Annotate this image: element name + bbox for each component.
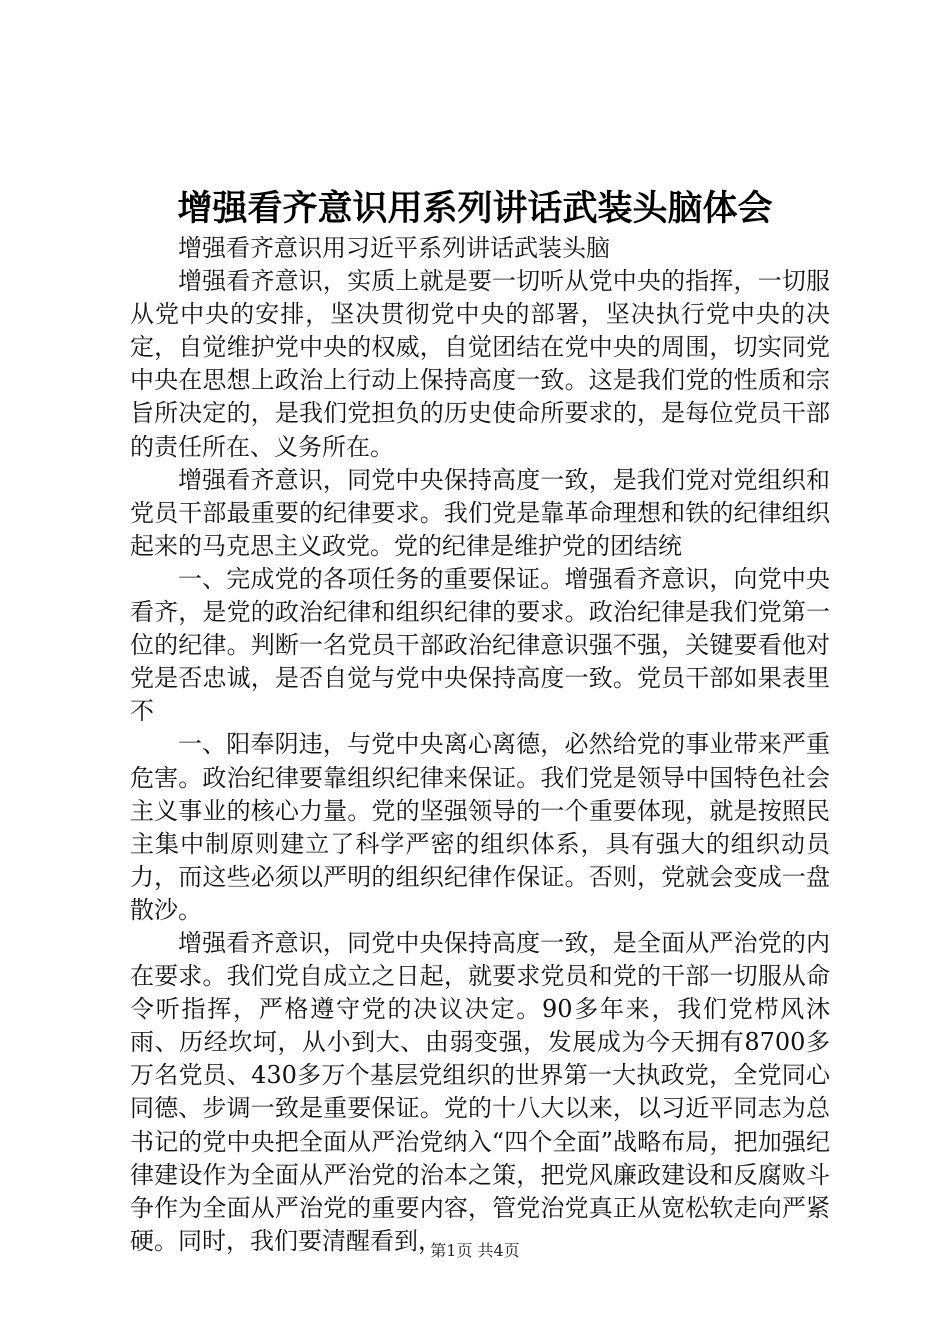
body-paragraph: 增强看齐意识，实质上就是要一切听从党中央的指挥，一切服从党中央的安排，坚决贯彻党中央的部署，坚决执行党中央的决定，自觉维护党中央的权威，自觉团结在党中央的周围，切实同党中央在思想上政治上行动上保持高度一致。这是我们党的性质和宗旨所决定的，是我们党担负的历史使命所要求的，是每位党员干部的责任所在、义务所在。 <box>130 267 830 461</box>
body-paragraph: 增强看齐意识，同党中央保持高度一致，是我们党对党组织和党员干部最重要的纪律要求。我们党是靠革命理想和铁的纪律组织起来的马克思主义政党。党的纪律是维护党的团结统 <box>130 465 830 560</box>
subtitle-paragraph: 增强看齐意识用习近平系列讲话武装头脑 <box>178 234 610 262</box>
document-title: 增强看齐意识用系列讲话武装头脑体会 <box>177 188 773 229</box>
body-paragraph: 增强看齐意识，同党中央保持高度一致，是全面从严治党的内在要求。我们党自成立之日起，就要求党员和党的干部一切服从命令听指挥，严格遵守党的决议决定。90多年来，我们党栉风沐雨、历经坎坷，从小到大、由弱变强，发展成为今天拥有8700多万名党员、430多万个基层党组织的世界第一大执政党，全党同心同德、步调一致是重要保证。党的十八大以来，以习近平同志为总书记的党中央把全面从严治党纳入“四个全面”战略布局，把加强纪律建设作为全面从严治党的治本之策，把党风廉政建设和反腐败斗争作为全面从严治党的重要内容，管党治党真正从宽松软走向严紧硬。同时，我们要清醒看到， <box>130 928 830 1255</box>
page-number-footer: 第1页 共4页 <box>430 1241 520 1260</box>
body-paragraph: 一、阳奉阴违，与党中央离心离德，必然给党的事业带来严重危害。政治纪律要靠组织纪律来保证。我们党是领导中国特色社会主义事业的核心力量。党的坚强领导的一个重要体现，就是按照民主集中制原则建立了科学严密的组织体系，具有强大的组织动员力，而这些必须以严明的组织纪律作保证。否则，党就会变成一盘散沙。 <box>130 730 830 924</box>
body-paragraph: 一、完成党的各项任务的重要保证。增强看齐意识，向党中央看齐，是党的政治纪律和组织纪律的要求。政治纪律是我们党第一位的纪律。判断一名党员干部政治纪律意识强不强，关键要看他对党是否忠诚，是否自觉与党中央保持高度一致。党员干部如果表里不 <box>130 564 830 726</box>
document-body <box>130 232 830 1258</box>
